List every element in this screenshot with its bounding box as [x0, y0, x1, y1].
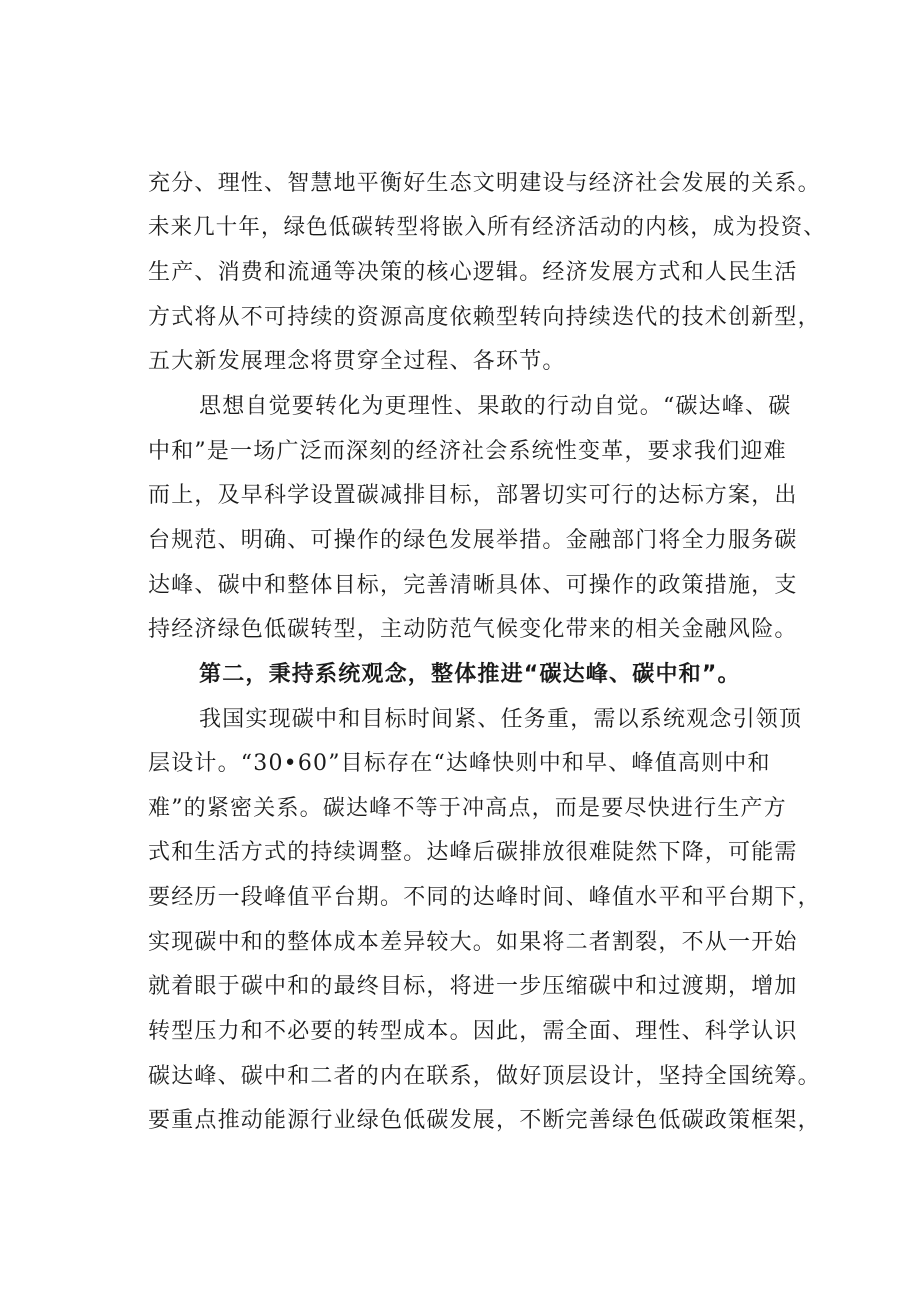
text-line: 而上，及早科学设置碳减排目标，部署切实可行的达标方案，出	[148, 483, 798, 508]
text-line: 方式将从不可持续的资源高度依赖型转向持续迭代的技术创新型，	[148, 305, 821, 330]
paragraph-first-line: 思想自觉要转化为更理性、果敢的行动自觉。“碳达峰、碳	[199, 394, 792, 419]
text-line: 层设计。“30•60”目标存在“达峰快则中和早、峰值高则中和	[148, 751, 771, 776]
text-line: 就着眼于碳中和的最终目标，将进一步压缩碳中和过渡期，增加	[148, 974, 798, 999]
text-line: 转型压力和不必要的转型成本。因此，需全面、理性、科学认识	[148, 1019, 798, 1044]
section-heading: 第二，秉持系统观念，整体推进“碳达峰、碳中和”。	[199, 662, 741, 687]
text-line: 持经济绿色低碳转型，主动防范气候变化带来的相关金融风险。	[148, 617, 798, 642]
text-line: 碳达峰、碳中和二者的内在联系，做好顶层设计，坚持全国统筹。	[148, 1064, 821, 1089]
text-line: 中和”是一场广泛而深刻的经济社会系统性变革，要求我们迎难	[148, 439, 787, 464]
text-line: 难”的紧密关系。碳达峰不等于冲高点，而是要尽快进行生产方	[148, 796, 787, 821]
paragraph-first-line: 我国实现碳中和目标时间紧、任务重，需以系统观念引领顶	[199, 707, 803, 732]
text-line: 式和生活方式的持续调整。达峰后碳排放很难陡然下降，可能需	[148, 840, 798, 865]
text-line: 实现碳中和的整体成本差异较大。如果将二者割裂，不从一开始	[148, 930, 798, 955]
text-line: 未来几十年，绿色低碳转型将嵌入所有经济活动的内核，成为投资、	[148, 215, 826, 240]
text-line: 充分、理性、智慧地平衡好生态文明建设与经济社会发展的关系。	[148, 171, 821, 196]
text-line: 要经历一段峰值平台期。不同的达峰时间、峰值水平和平台期下，	[148, 885, 821, 910]
text-line: 生产、消费和流通等决策的核心逻辑。经济发展方式和人民生活	[148, 260, 798, 285]
text-line: 五大新发展理念将贯穿全过程、各环节。	[148, 349, 566, 374]
text-line: 台规范、明确、可操作的绿色发展举措。金融部门将全力服务碳	[148, 528, 798, 553]
text-line: 要重点推动能源行业绿色低碳发展，不断完善绿色低碳政策框架，	[148, 1108, 821, 1133]
text-line: 达峰、碳中和整体目标，完善清晰具体、可操作的政策措施，支	[148, 573, 798, 598]
